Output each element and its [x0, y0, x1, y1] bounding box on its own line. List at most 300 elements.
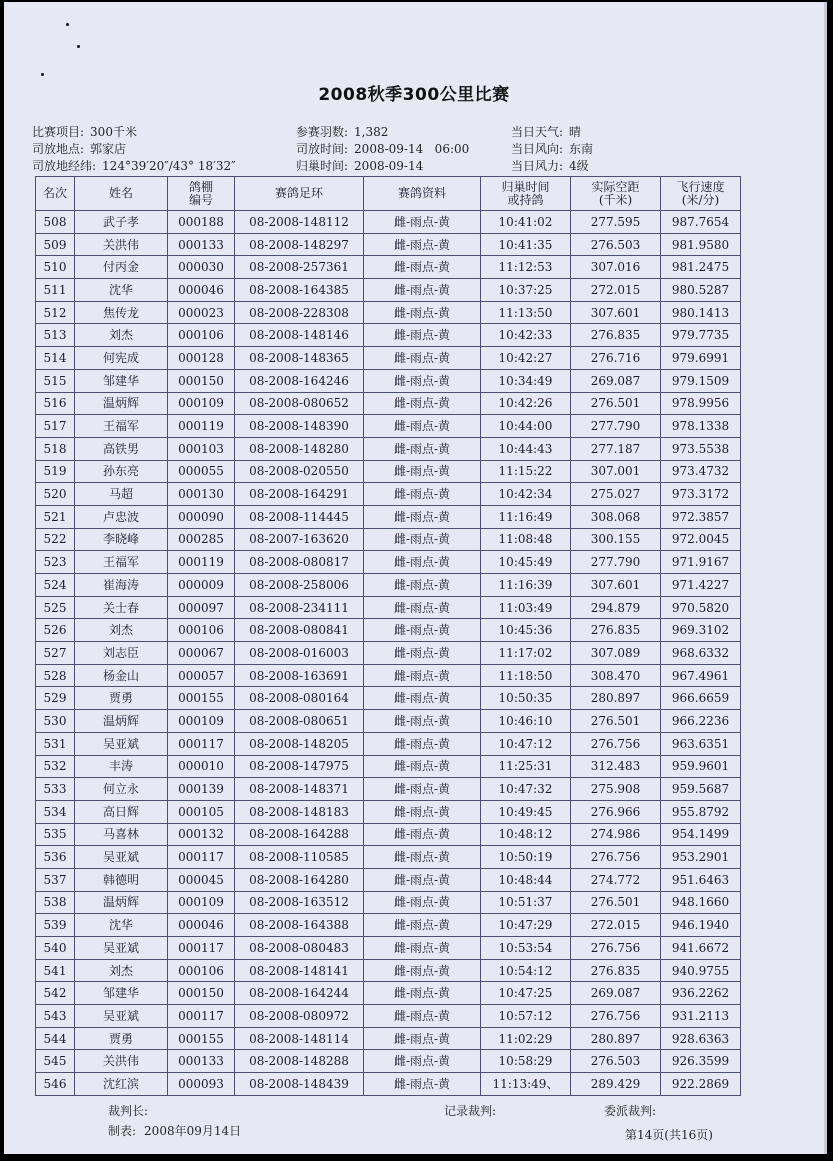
cell-name: 沈红滨: [75, 1073, 168, 1096]
prepared-label: 制表:: [108, 1124, 137, 1138]
cell-rank: 518: [36, 437, 75, 460]
cell-return-time: 11:13:50: [481, 301, 571, 324]
cell-ring-number: 08-2008-080841: [235, 619, 364, 642]
cell-name: 吴亚斌: [75, 732, 168, 755]
cell-speed: 973.4732: [661, 460, 741, 483]
table-header: [36, 177, 741, 211]
cell-speed: 971.9167: [661, 551, 741, 574]
cell-rank: 511: [36, 279, 75, 302]
table-row: [36, 732, 741, 755]
birds-value: 1,382: [354, 125, 389, 139]
cell-name: 马喜林: [75, 823, 168, 846]
table-row: [36, 778, 741, 801]
cell-loft-number: 000117: [168, 1005, 235, 1028]
info-wind-direction: [511, 140, 593, 157]
cell-distance: 276.501: [571, 710, 661, 733]
cell-speed: 922.2869: [661, 1073, 741, 1096]
chief-judge: [108, 1102, 148, 1119]
cell-rank: 513: [36, 324, 75, 347]
cell-rank: 512: [36, 301, 75, 324]
cell-loft-number: 000188: [168, 211, 235, 234]
cell-return-time: 10:47:29: [481, 914, 571, 937]
cell-distance: 276.756: [571, 846, 661, 869]
cell-ring-number: 08-2008-148141: [235, 959, 364, 982]
cell-speed: 978.9956: [661, 392, 741, 415]
cell-ring-number: 08-2008-257361: [235, 256, 364, 279]
cell-bird-info: 雌-雨点-黄: [364, 415, 481, 438]
cell-name: 刘杰: [75, 619, 168, 642]
info-return-time: [296, 157, 423, 174]
release-site-label: 司放地点:: [32, 142, 85, 156]
cell-name: 韩德明: [75, 868, 168, 891]
cell-loft-number: 000067: [168, 642, 235, 665]
cell-speed: 972.3857: [661, 505, 741, 528]
table-row: [36, 301, 741, 324]
cell-loft-number: 000133: [168, 1050, 235, 1073]
cell-speed: 931.2113: [661, 1005, 741, 1028]
cell-bird-info: 雌-雨点-黄: [364, 483, 481, 506]
cell-rank: 544: [36, 1027, 75, 1050]
cell-return-time: 10:45:49: [481, 551, 571, 574]
cell-distance: 276.501: [571, 891, 661, 914]
cell-speed: 971.4227: [661, 574, 741, 597]
cell-speed: 970.5820: [661, 596, 741, 619]
cell-return-time: 10:48:12: [481, 823, 571, 846]
cell-loft-number: 000133: [168, 233, 235, 256]
header-row: [36, 177, 741, 211]
cell-ring-number: 08-2008-114445: [235, 505, 364, 528]
cell-speed: 946.1940: [661, 914, 741, 937]
column-header-rank: 名次: [36, 177, 75, 211]
cell-bird-info: 雌-雨点-黄: [364, 982, 481, 1005]
column-header-speed: 飞行速度 (米/分): [661, 177, 741, 211]
cell-rank: 531: [36, 732, 75, 755]
cell-ring-number: 08-2008-148112: [235, 211, 364, 234]
cell-ring-number: 08-2008-148146: [235, 324, 364, 347]
cell-name: 邹建华: [75, 369, 168, 392]
page-number: [625, 1126, 713, 1143]
cell-rank: 527: [36, 642, 75, 665]
cell-distance: 269.087: [571, 982, 661, 1005]
cell-loft-number: 000117: [168, 732, 235, 755]
cell-speed: 967.4961: [661, 664, 741, 687]
cell-bird-info: 雌-雨点-黄: [364, 233, 481, 256]
cell-speed: 966.2236: [661, 710, 741, 733]
cell-rank: 510: [36, 256, 75, 279]
cell-name: 吴亚斌: [75, 846, 168, 869]
cell-bird-info: 雌-雨点-黄: [364, 256, 481, 279]
cell-ring-number: 08-2008-164388: [235, 914, 364, 937]
cell-distance: 307.089: [571, 642, 661, 665]
cell-distance: 277.790: [571, 551, 661, 574]
cell-loft-number: 000046: [168, 279, 235, 302]
cell-rank: 508: [36, 211, 75, 234]
cell-return-time: 11:08:48: [481, 528, 571, 551]
cell-loft-number: 000150: [168, 982, 235, 1005]
cell-name: 刘志臣: [75, 642, 168, 665]
cell-distance: 307.016: [571, 256, 661, 279]
table-row: [36, 347, 741, 370]
cell-bird-info: 雌-雨点-黄: [364, 211, 481, 234]
table-row: [36, 369, 741, 392]
return-time-value: 2008-09-14: [354, 159, 424, 173]
cell-return-time: 10:58:29: [481, 1050, 571, 1073]
cell-loft-number: 000119: [168, 551, 235, 574]
cell-distance: 276.501: [571, 392, 661, 415]
cell-loft-number: 000109: [168, 710, 235, 733]
cell-return-time: 10:47:25: [481, 982, 571, 1005]
cell-bird-info: 雌-雨点-黄: [364, 574, 481, 597]
cell-loft-number: 000106: [168, 619, 235, 642]
cell-return-time: 10:45:36: [481, 619, 571, 642]
cell-ring-number: 08-2008-164244: [235, 982, 364, 1005]
cell-loft-number: 000109: [168, 891, 235, 914]
cell-name: 何宪成: [75, 347, 168, 370]
table-row: [36, 483, 741, 506]
cell-distance: 277.595: [571, 211, 661, 234]
cell-loft-number: 000046: [168, 914, 235, 937]
wind-force-value: 4级: [569, 159, 589, 173]
cell-return-time: 10:41:35: [481, 233, 571, 256]
cell-speed: 980.5287: [661, 279, 741, 302]
cell-speed: 979.7735: [661, 324, 741, 347]
cell-loft-number: 000055: [168, 460, 235, 483]
table-row: [36, 437, 741, 460]
cell-rank: 521: [36, 505, 75, 528]
table-row: [36, 1073, 741, 1096]
cell-distance: 272.015: [571, 914, 661, 937]
cell-bird-info: 雌-雨点-黄: [364, 324, 481, 347]
table-row: [36, 800, 741, 823]
cell-name: 刘杰: [75, 959, 168, 982]
cell-name: 李晓峰: [75, 528, 168, 551]
cell-distance: 276.756: [571, 1005, 661, 1028]
cell-distance: 272.015: [571, 279, 661, 302]
cell-distance: 275.027: [571, 483, 661, 506]
cell-loft-number: 000109: [168, 392, 235, 415]
cell-bird-info: 雌-雨点-黄: [364, 279, 481, 302]
info-weather: [511, 123, 581, 140]
cell-bird-info: 雌-雨点-黄: [364, 937, 481, 960]
cell-bird-info: 雌-雨点-黄: [364, 437, 481, 460]
cell-loft-number: 000045: [168, 868, 235, 891]
cell-distance: 276.756: [571, 732, 661, 755]
table-row: [36, 324, 741, 347]
cell-name: 何立永: [75, 778, 168, 801]
cell-name: 关洪伟: [75, 1050, 168, 1073]
cell-return-time: 11:15:22: [481, 460, 571, 483]
weather-value: 晴: [569, 125, 582, 139]
cell-return-time: 10:42:34: [481, 483, 571, 506]
table-body: [36, 211, 741, 1096]
cell-speed: 936.2262: [661, 982, 741, 1005]
cell-return-time: 10:51:37: [481, 891, 571, 914]
weather-label: 当日天气:: [511, 125, 564, 139]
cell-bird-info: 雌-雨点-黄: [364, 800, 481, 823]
event-label: 比赛项目:: [32, 125, 85, 139]
table-row: [36, 551, 741, 574]
cell-bird-info: 雌-雨点-黄: [364, 301, 481, 324]
cell-bird-info: 雌-雨点-黄: [364, 710, 481, 733]
cell-ring-number: 08-2008-164288: [235, 823, 364, 846]
cell-name: 沈华: [75, 914, 168, 937]
cell-ring-number: 08-2008-148114: [235, 1027, 364, 1050]
cell-loft-number: 000155: [168, 687, 235, 710]
cell-name: 关士春: [75, 596, 168, 619]
cell-return-time: 11:17:02: [481, 642, 571, 665]
cell-loft-number: 000285: [168, 528, 235, 551]
cell-name: 刘杰: [75, 324, 168, 347]
cell-rank: 546: [36, 1073, 75, 1096]
cell-bird-info: 雌-雨点-黄: [364, 823, 481, 846]
column-header-name: 姓名: [75, 177, 168, 211]
cell-rank: 541: [36, 959, 75, 982]
cell-bird-info: 雌-雨点-黄: [364, 1073, 481, 1096]
cell-speed: 926.3599: [661, 1050, 741, 1073]
cell-return-time: 11:16:49: [481, 505, 571, 528]
scan-speck: [77, 45, 80, 48]
cell-rank: 520: [36, 483, 75, 506]
release-time-label: 司放时间:: [296, 142, 349, 156]
cell-return-time: 11:13:49、: [481, 1073, 571, 1096]
cell-name: 付丙金: [75, 256, 168, 279]
cell-loft-number: 000090: [168, 505, 235, 528]
cell-name: 孙东亮: [75, 460, 168, 483]
cell-speed: 948.1660: [661, 891, 741, 914]
table-row: [36, 415, 741, 438]
cell-name: 杨金山: [75, 664, 168, 687]
cell-bird-info: 雌-雨点-黄: [364, 914, 481, 937]
cell-ring-number: 08-2008-147975: [235, 755, 364, 778]
cell-return-time: 10:53:54: [481, 937, 571, 960]
cell-ring-number: 08-2008-148297: [235, 233, 364, 256]
cell-rank: 534: [36, 800, 75, 823]
cell-loft-number: 000010: [168, 755, 235, 778]
table-row: [36, 256, 741, 279]
cell-rank: 530: [36, 710, 75, 733]
table-row: [36, 505, 741, 528]
cell-speed: 979.1509: [661, 369, 741, 392]
cell-return-time: 10:47:12: [481, 732, 571, 755]
cell-speed: 979.6991: [661, 347, 741, 370]
cell-ring-number: 08-2008-164385: [235, 279, 364, 302]
cell-ring-number: 08-2008-148288: [235, 1050, 364, 1073]
cell-bird-info: 雌-雨点-黄: [364, 505, 481, 528]
cell-distance: 307.601: [571, 301, 661, 324]
cell-speed: 928.6363: [661, 1027, 741, 1050]
cell-loft-number: 000130: [168, 483, 235, 506]
cell-bird-info: 雌-雨点-黄: [364, 959, 481, 982]
cell-loft-number: 000103: [168, 437, 235, 460]
cell-bird-info: 雌-雨点-黄: [364, 1050, 481, 1073]
cell-name: 温炳辉: [75, 710, 168, 733]
table-row: [36, 687, 741, 710]
cell-ring-number: 08-2008-110585: [235, 846, 364, 869]
delegate-judge: [604, 1102, 656, 1119]
cell-speed: 987.7654: [661, 211, 741, 234]
cell-bird-info: 雌-雨点-黄: [364, 846, 481, 869]
cell-return-time: 10:34:49: [481, 369, 571, 392]
table-row: [36, 1027, 741, 1050]
cell-bird-info: 雌-雨点-黄: [364, 347, 481, 370]
column-header-return-time: 归巢时间 或持鸽: [481, 177, 571, 211]
cell-return-time: 10:37:25: [481, 279, 571, 302]
cell-name: 武子孝: [75, 211, 168, 234]
cell-bird-info: 雌-雨点-黄: [364, 1005, 481, 1028]
cell-return-time: 11:12:53: [481, 256, 571, 279]
results-table: [35, 176, 741, 1096]
table-row: [36, 619, 741, 642]
cell-bird-info: 雌-雨点-黄: [364, 596, 481, 619]
cell-distance: 280.897: [571, 1027, 661, 1050]
cell-bird-info: 雌-雨点-黄: [364, 687, 481, 710]
cell-return-time: 10:49:45: [481, 800, 571, 823]
cell-rank: 516: [36, 392, 75, 415]
cell-name: 焦传龙: [75, 301, 168, 324]
table-row: [36, 868, 741, 891]
table-row: [36, 211, 741, 234]
cell-return-time: 11:02:29: [481, 1027, 571, 1050]
cell-bird-info: 雌-雨点-黄: [364, 619, 481, 642]
cell-ring-number: 08-2008-148365: [235, 347, 364, 370]
cell-rank: 519: [36, 460, 75, 483]
cell-rank: 529: [36, 687, 75, 710]
coordinates-value: 124°39′20″/43° 18′32″: [102, 159, 236, 173]
cell-rank: 522: [36, 528, 75, 551]
release-site-value: 郭家店: [90, 142, 127, 156]
cell-return-time: 10:54:12: [481, 959, 571, 982]
cell-rank: 528: [36, 664, 75, 687]
cell-ring-number: 08-2008-148205: [235, 732, 364, 755]
cell-rank: 543: [36, 1005, 75, 1028]
cell-return-time: 10:42:26: [481, 392, 571, 415]
cell-loft-number: 000139: [168, 778, 235, 801]
cell-rank: 535: [36, 823, 75, 846]
cell-rank: 540: [36, 937, 75, 960]
cell-bird-info: 雌-雨点-黄: [364, 1027, 481, 1050]
cell-distance: 308.470: [571, 664, 661, 687]
table-row: [36, 528, 741, 551]
cell-ring-number: 08-2008-080164: [235, 687, 364, 710]
cell-distance: 276.835: [571, 619, 661, 642]
cell-distance: 307.001: [571, 460, 661, 483]
prepared-by: [108, 1122, 241, 1139]
cell-distance: 276.503: [571, 233, 661, 256]
cell-name: 高铁男: [75, 437, 168, 460]
cell-ring-number: 08-2008-080483: [235, 937, 364, 960]
cell-rank: 542: [36, 982, 75, 1005]
cell-distance: 277.790: [571, 415, 661, 438]
wind-direction-value: 东南: [569, 142, 594, 156]
cell-speed: 951.6463: [661, 868, 741, 891]
cell-distance: 276.835: [571, 959, 661, 982]
cell-ring-number: 08-2008-164291: [235, 483, 364, 506]
cell-name: 温炳辉: [75, 891, 168, 914]
wind-force-label: 当日风力:: [511, 159, 564, 173]
cell-speed: 972.0045: [661, 528, 741, 551]
cell-ring-number: 08-2008-164280: [235, 868, 364, 891]
record-judge-label: 记录裁判:: [444, 1104, 497, 1118]
cell-loft-number: 000117: [168, 937, 235, 960]
prepared-date: 2008年09月14日: [144, 1124, 242, 1138]
cell-return-time: 11:03:49: [481, 596, 571, 619]
cell-bird-info: 雌-雨点-黄: [364, 755, 481, 778]
cell-name: 贾勇: [75, 1027, 168, 1050]
table-row: [36, 755, 741, 778]
cell-return-time: 10:46:10: [481, 710, 571, 733]
cell-return-time: 10:48:44: [481, 868, 571, 891]
cell-rank: 524: [36, 574, 75, 597]
cell-speed: 954.1499: [661, 823, 741, 846]
delegate-judge-label: 委派裁判:: [604, 1104, 657, 1118]
cell-distance: 274.986: [571, 823, 661, 846]
cell-ring-number: 08-2008-080652: [235, 392, 364, 415]
cell-loft-number: 000119: [168, 415, 235, 438]
cell-distance: 312.483: [571, 755, 661, 778]
cell-speed: 941.6672: [661, 937, 741, 960]
table-row: [36, 891, 741, 914]
cell-loft-number: 000105: [168, 800, 235, 823]
cell-bird-info: 雌-雨点-黄: [364, 778, 481, 801]
document-page: [4, 2, 827, 1154]
cell-rank: 515: [36, 369, 75, 392]
cell-rank: 537: [36, 868, 75, 891]
table-row: [36, 642, 741, 665]
cell-ring-number: 08-2007-163620: [235, 528, 364, 551]
record-judge: [444, 1102, 496, 1119]
cell-bird-info: 雌-雨点-黄: [364, 891, 481, 914]
cell-name: 王福军: [75, 415, 168, 438]
cell-return-time: 11:16:39: [481, 574, 571, 597]
table-row: [36, 710, 741, 733]
cell-ring-number: 08-2008-148390: [235, 415, 364, 438]
cell-speed: 940.9755: [661, 959, 741, 982]
cell-speed: 966.6659: [661, 687, 741, 710]
cell-bird-info: 雌-雨点-黄: [364, 664, 481, 687]
cell-distance: 276.835: [571, 324, 661, 347]
cell-speed: 955.8792: [661, 800, 741, 823]
return-time-label: 归巢时间:: [296, 159, 349, 173]
cell-speed: 978.1338: [661, 415, 741, 438]
cell-distance: 276.503: [571, 1050, 661, 1073]
info-birds: [296, 123, 388, 140]
cell-bird-info: 雌-雨点-黄: [364, 528, 481, 551]
cell-name: 邹建华: [75, 982, 168, 1005]
cell-distance: 300.155: [571, 528, 661, 551]
column-header-ring-number: 赛鸽足环: [235, 177, 364, 211]
table-row: [36, 823, 741, 846]
wind-direction-label: 当日风向:: [511, 142, 564, 156]
cell-bird-info: 雌-雨点-黄: [364, 732, 481, 755]
scan-speck: [66, 23, 69, 26]
cell-return-time: 10:41:02: [481, 211, 571, 234]
cell-rank: 526: [36, 619, 75, 642]
cell-distance: 308.068: [571, 505, 661, 528]
cell-rank: 545: [36, 1050, 75, 1073]
cell-speed: 973.3172: [661, 483, 741, 506]
cell-loft-number: 000128: [168, 347, 235, 370]
cell-ring-number: 08-2008-148183: [235, 800, 364, 823]
cell-name: 高日辉: [75, 800, 168, 823]
cell-bird-info: 雌-雨点-黄: [364, 460, 481, 483]
cell-loft-number: 000057: [168, 664, 235, 687]
cell-return-time: 10:44:00: [481, 415, 571, 438]
cell-rank: 517: [36, 415, 75, 438]
cell-distance: 294.879: [571, 596, 661, 619]
cell-ring-number: 08-2008-148439: [235, 1073, 364, 1096]
cell-ring-number: 08-2008-234111: [235, 596, 364, 619]
cell-loft-number: 000117: [168, 846, 235, 869]
